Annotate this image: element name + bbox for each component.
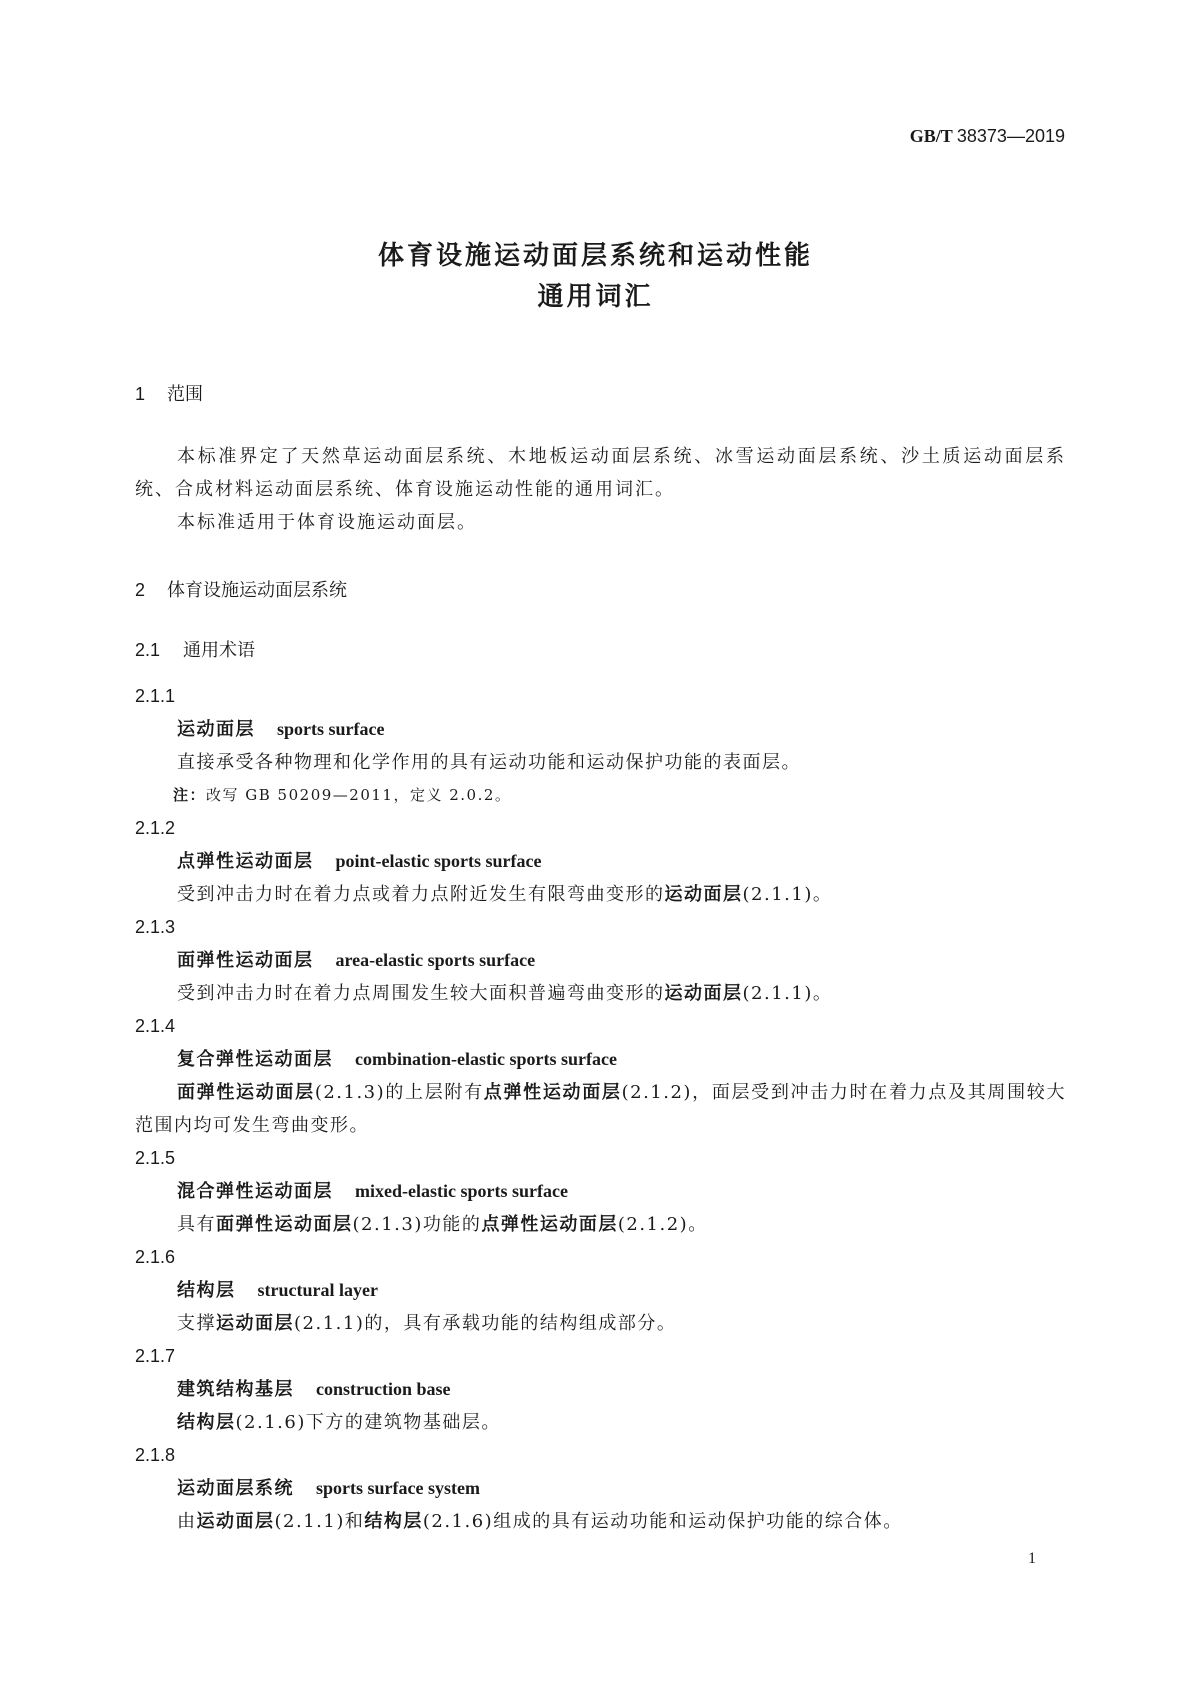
term-definition <box>135 746 1066 779</box>
definition-text: (2.1.6)下方的建筑物基础层。 <box>235 1412 501 1433</box>
term-chinese: 点弹性运动面层 <box>177 851 314 872</box>
term-note <box>135 779 1066 812</box>
standard-code-prefix: GB/T <box>909 126 953 146</box>
definition-text: (2.1.2)，面层受到冲击力时在着力点及其周围较大范围内均可发生弯曲变形。 <box>135 1082 1066 1136</box>
definition-text: (2.1.2)。 <box>617 1214 708 1235</box>
term-english: combination-elastic sports surface <box>355 1049 617 1069</box>
scope-paragraph: 本标准界定了天然草运动面层系统、木地板运动面层系统、冰雪运动面层系统、沙土质运动面层系统、合成材料运动面层系统、体育设施运动性能的通用词汇。 <box>135 446 1066 500</box>
section-number: 2 <box>135 580 146 600</box>
term-heading <box>135 1472 1066 1505</box>
document-title-line1: 体育设施运动面层系统和运动性能 <box>377 241 813 271</box>
term-chinese: 运动面层 <box>177 719 255 740</box>
term-english: sports surface <box>277 719 385 739</box>
cross-reference-term: 点弹性运动面层 <box>481 1214 618 1235</box>
term-english: mixed-elastic sports surface <box>355 1181 568 1201</box>
term-heading <box>135 713 1066 746</box>
section-title: 通用术语 <box>183 640 255 661</box>
term-chinese: 建筑结构基层 <box>177 1379 294 1400</box>
term-english: area-elastic sports surface <box>335 950 536 970</box>
term-entry <box>135 911 1066 1010</box>
section-title: 体育设施运动面层系统 <box>167 580 347 601</box>
term-entry <box>135 1241 1066 1340</box>
term-english: sports surface system <box>316 1478 480 1498</box>
term-heading <box>135 944 1066 977</box>
cross-reference-term: 结构层 <box>364 1511 423 1532</box>
term-heading <box>135 845 1066 878</box>
term-definition <box>135 878 1066 911</box>
term-english: structural layer <box>257 1280 378 1300</box>
term-definition <box>135 1307 1066 1340</box>
term-definition <box>135 977 1066 1010</box>
term-definition <box>135 1406 1066 1439</box>
term-number: 2.1.3 <box>135 917 176 937</box>
definition-text: 直接承受各种物理和化学作用的具有运动功能和运动保护功能的表面层。 <box>177 752 801 773</box>
term-chinese: 结构层 <box>177 1280 236 1301</box>
section-heading-2-1 <box>135 636 255 662</box>
term-definition <box>135 1505 1066 1538</box>
term-definition <box>135 1076 1066 1142</box>
definition-text: (2.1.1)的，具有承载功能的结构组成部分。 <box>294 1313 677 1334</box>
term-number: 2.1.5 <box>135 1148 176 1168</box>
term-chinese: 面弹性运动面层 <box>177 950 314 971</box>
note-label: 注： <box>173 786 207 804</box>
section-number: 1 <box>135 384 146 404</box>
term-heading <box>135 1274 1066 1307</box>
term-chinese: 运动面层系统 <box>177 1478 294 1499</box>
note-text: 改写 GB 50209—2011，定义 2.0.2。 <box>206 786 512 804</box>
term-definition <box>135 1208 1066 1241</box>
term-number: 2.1.4 <box>135 1016 176 1036</box>
term-number: 2.1.8 <box>135 1445 176 1465</box>
definition-text: 受到冲击力时在着力点或着力点附近发生有限弯曲变形的 <box>177 884 665 905</box>
definition-text: 具有 <box>177 1214 216 1235</box>
definition-text: 受到冲击力时在着力点周围发生较大面积普遍弯曲变形的 <box>177 983 665 1004</box>
term-entry <box>135 812 1066 911</box>
cross-reference-term: 运动面层 <box>196 1511 275 1532</box>
standard-code-number: 38373—2019 <box>956 126 1065 146</box>
scope-text <box>135 440 1066 539</box>
cross-reference-term: 点弹性运动面层 <box>483 1082 622 1103</box>
term-number: 2.1.1 <box>135 686 176 706</box>
term-number: 2.1.6 <box>135 1247 176 1267</box>
term-entry <box>135 1142 1066 1241</box>
cross-reference-term: 面弹性运动面层 <box>177 1082 315 1103</box>
term-heading <box>135 1175 1066 1208</box>
page-number: 1 <box>1028 1550 1036 1567</box>
definition-text: (2.1.3)功能的 <box>352 1214 482 1235</box>
section-number: 2.1 <box>135 640 161 660</box>
term-entry <box>135 1010 1066 1142</box>
term-entry <box>135 1439 1066 1538</box>
section-title: 范围 <box>167 384 203 405</box>
definition-text: (2.1.6)组成的具有运动功能和运动保护功能的综合体。 <box>422 1511 903 1532</box>
term-chinese: 复合弹性运动面层 <box>177 1049 333 1070</box>
definition-text: 支撑 <box>177 1313 216 1334</box>
cross-reference-term: 结构层 <box>177 1412 236 1433</box>
standard-code <box>910 126 1065 147</box>
definition-text: (2.1.1)。 <box>742 884 833 905</box>
definition-text: 由 <box>177 1511 197 1532</box>
term-entry <box>135 1340 1066 1439</box>
term-number: 2.1.2 <box>135 818 176 838</box>
term-chinese: 混合弹性运动面层 <box>177 1181 333 1202</box>
definition-text: (2.1.1)和 <box>274 1511 365 1532</box>
term-english: point-elastic sports surface <box>335 851 542 871</box>
term-number: 2.1.7 <box>135 1346 176 1366</box>
term-english: construction base <box>316 1379 451 1399</box>
cross-reference-term: 运动面层 <box>664 983 743 1004</box>
scope-paragraph: 本标准适用于体育设施运动面层。 <box>177 512 477 533</box>
definition-text: (2.1.1)。 <box>742 983 833 1004</box>
term-heading <box>135 1373 1066 1406</box>
term-heading <box>135 1043 1066 1076</box>
cross-reference-term: 运动面层 <box>216 1313 294 1334</box>
section-heading-1 <box>135 380 203 406</box>
section-heading-2 <box>135 576 347 602</box>
cross-reference-term: 运动面层 <box>664 884 743 905</box>
document-title-line2: 通用词汇 <box>537 282 654 312</box>
definition-text: (2.1.3)的上层附有 <box>314 1082 484 1103</box>
term-entries <box>135 680 1066 1538</box>
cross-reference-term: 面弹性运动面层 <box>216 1214 353 1235</box>
term-entry <box>135 680 1066 812</box>
